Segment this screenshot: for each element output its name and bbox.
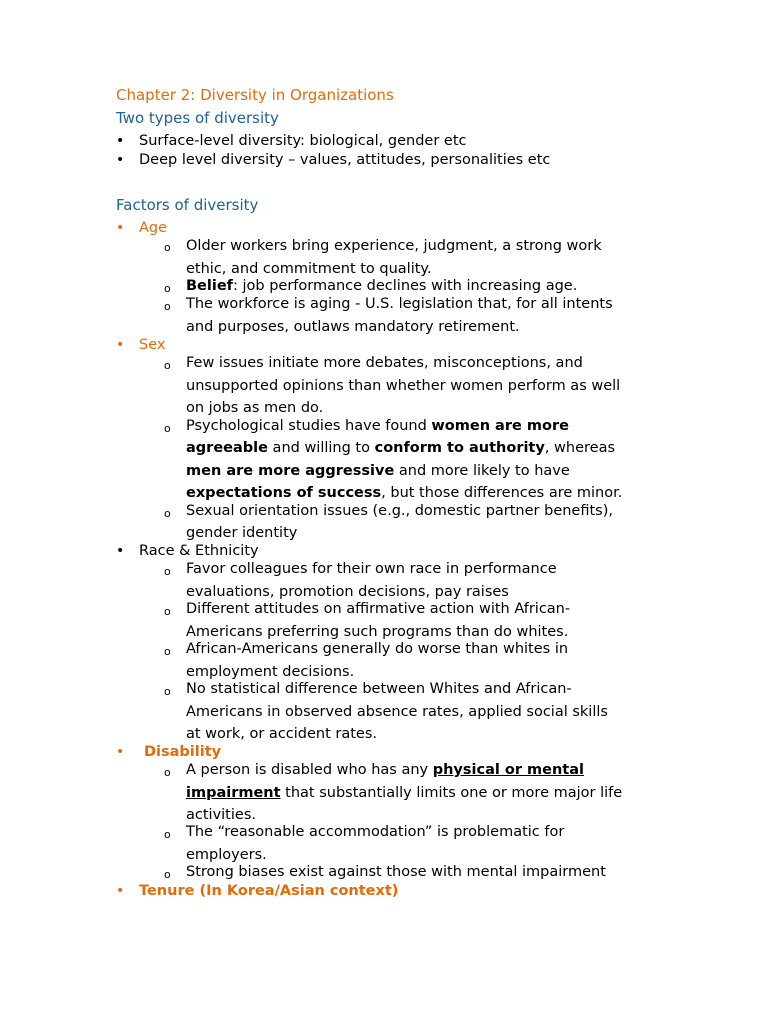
bold-term: conform to authority (374, 440, 545, 456)
factor-age-heading: Age (139, 220, 168, 236)
list-item-continuation (186, 463, 570, 479)
bullet-marker: • (116, 133, 125, 149)
list-item-continuation: Americans preferring such programs than do whites. (186, 624, 569, 640)
list-item-continuation (186, 485, 622, 501)
list-item (186, 418, 569, 434)
bullet-marker: • (116, 220, 125, 236)
list-item: No statistical difference between Whites and African- (186, 681, 572, 697)
page-title: Chapter 2: Diversity in Organizations (116, 86, 394, 104)
list-item: Deep level diversity – values, attitudes, personalities etc (139, 152, 551, 168)
list-item-continuation: on jobs as men do. (186, 400, 324, 416)
section-heading-two-types: Two types of diversity (116, 109, 279, 127)
list-item-continuation: evaluations, promotion decisions, pay raises (186, 584, 509, 600)
factor-disability-heading: Disability (144, 744, 222, 760)
sub-bullet-marker: o (164, 605, 171, 618)
text-run: , but those differences are minor. (381, 485, 623, 501)
bold-underlined-term: physical or mental (432, 762, 584, 778)
factor-race-heading: Race & Ethnicity (139, 543, 259, 559)
list-item-continuation: unsupported opinions than whether women perform as well (186, 378, 621, 394)
sub-bullet-marker: o (164, 565, 171, 578)
factor-sex-heading: Sex (139, 337, 166, 353)
sub-bullet-marker: o (164, 645, 171, 658)
sub-bullet-marker: o (164, 685, 171, 698)
sub-bullet-marker: o (164, 868, 171, 881)
list-item-continuation: employment decisions. (186, 664, 355, 680)
list-item: The “reasonable accommodation” is problematic for (186, 824, 565, 840)
sub-bullet-marker: o (164, 241, 171, 254)
list-item: Few issues initiate more debates, misconceptions, and (186, 355, 583, 371)
list-item: Strong biases exist against those with mental impairment (186, 864, 606, 880)
bullet-marker: • (116, 543, 125, 559)
list-item-continuation: at work, or accident rates. (186, 726, 378, 742)
text-run: , whereas (544, 440, 616, 456)
list-item-continuation: and purposes, outlaws mandatory retirement. (186, 319, 520, 335)
text-run: Psychological studies have found (186, 418, 432, 434)
bold-term: men are more aggressive (186, 463, 395, 479)
text-run: and willing to (267, 440, 375, 456)
bullet-marker: • (116, 152, 125, 168)
sub-bullet-marker: o (164, 300, 171, 313)
sub-bullet-marker: o (164, 282, 171, 295)
text-run: A person is disabled who has any (186, 762, 433, 778)
factor-tenure-heading: Tenure (In Korea/Asian context) (139, 883, 399, 899)
text-run: and more likely to have (394, 463, 570, 479)
sub-bullet-marker: o (164, 766, 171, 779)
list-item: The workforce is aging - U.S. legislation that, for all intents (186, 296, 613, 312)
list-item: Different attitudes on affirmative action with African- (186, 601, 571, 617)
list-item: Older workers bring experience, judgment, a strong work (186, 238, 602, 254)
list-item-continuation: employers. (186, 847, 267, 863)
section-heading-factors: Factors of diversity (116, 196, 259, 214)
bullet-marker: • (116, 744, 125, 760)
list-item-continuation: gender identity (186, 525, 298, 541)
list-item (186, 762, 584, 778)
list-item: Sexual orientation issues (e.g., domestic partner benefits), (186, 503, 613, 519)
bullet-marker: • (116, 337, 125, 353)
list-item: Favor colleagues for their own race in performance (186, 561, 557, 577)
list-item-continuation: Americans in observed absence rates, applied social skills (186, 704, 608, 720)
list-item-continuation (186, 785, 622, 801)
bold-term: agreeable (186, 440, 268, 456)
list-item (186, 278, 577, 294)
bold-term: Belief (186, 278, 233, 294)
text-run: : job performance declines with increasing age. (232, 278, 578, 294)
sub-bullet-marker: o (164, 422, 171, 435)
text-run: that substantially limits one or more major life (280, 785, 623, 801)
list-item: African-Americans generally do worse than whites in (186, 641, 569, 657)
list-item-continuation: ethic, and commitment to quality. (186, 261, 432, 277)
sub-bullet-marker: o (164, 507, 171, 520)
sub-bullet-marker: o (164, 828, 171, 841)
bold-term: expectations of success (186, 485, 382, 501)
list-item-continuation (186, 440, 615, 456)
sub-bullet-marker: o (164, 359, 171, 372)
bold-underlined-term: impairment (186, 785, 281, 801)
bullet-marker: • (116, 883, 125, 899)
bold-term: women are more (431, 418, 569, 434)
list-item-continuation: activities. (186, 807, 256, 823)
list-item: Surface-level diversity: biological, gender etc (139, 133, 467, 149)
